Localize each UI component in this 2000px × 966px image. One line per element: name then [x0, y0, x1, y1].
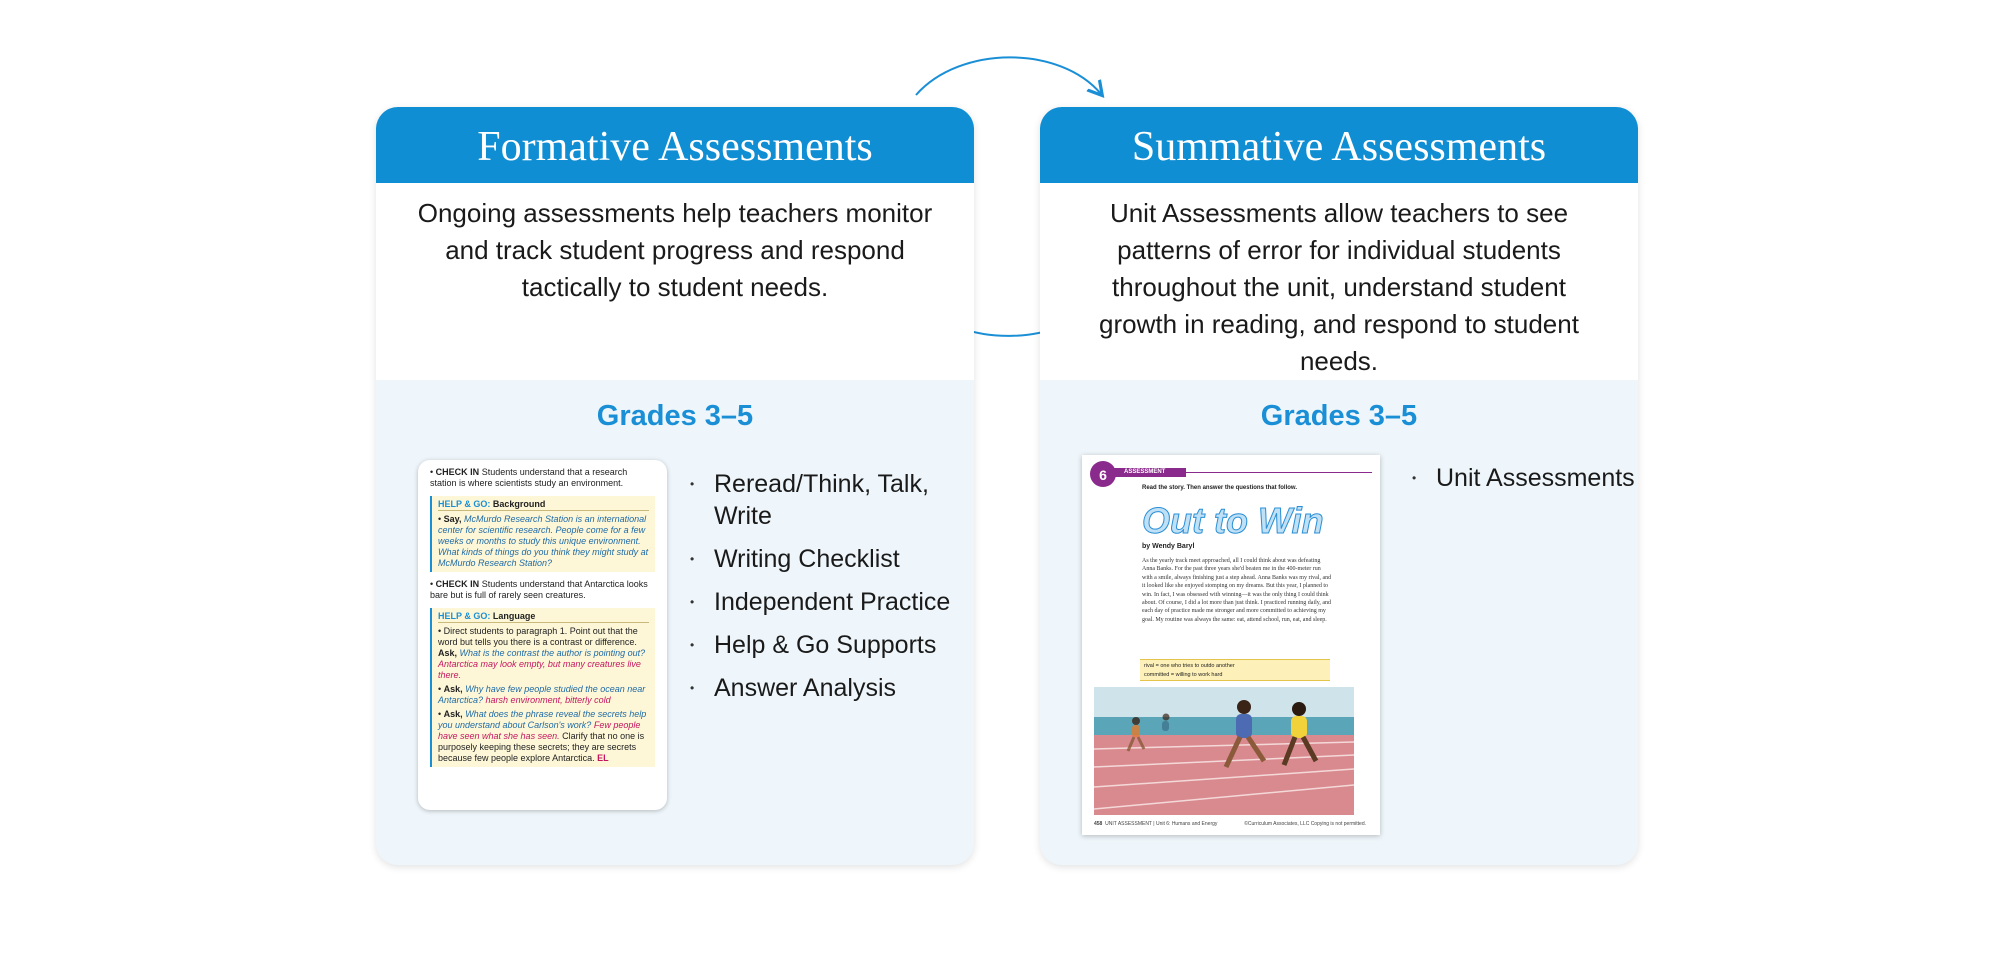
- check-in-1: • CHECK IN Students understand that a research station is where scientists study an environment.: [430, 467, 628, 488]
- summative-list: [1412, 462, 1635, 505]
- instructions: Read the story. Then answer the questions that follow.: [1142, 485, 1298, 491]
- list-item: • Help & Go Supports: [690, 629, 974, 661]
- summative-card: [1040, 107, 1638, 865]
- story-paragraph: As the yearly track meet approached, all I could think about was defeating Anna Banks. For the past three years she'd beaten me in the 400-meter run with a smile, always finishing just a step ahead. Anna Banks was my rival, and it looked like she enjoyed stomping on my dreams. But this year, I planned to win. In fact, I was obsessed with winning—it was the only thing I could think about. Of course, I did a lot more than just think. I practiced running daily, and each day of practice made me stronger and more committed to achieving my goal. My routine was always the same: eat, attend school, run, eat, and sleep.: [1142, 558, 1332, 623]
- glossary-box: rival = one who tries to outdo another committed = willing to work hard: [1140, 659, 1330, 681]
- byline: by Wendy Baryl: [1142, 543, 1195, 550]
- help-go-language: HELP & GO: Language • Direct students to paragraph 1. Point out that the word but tells you there is a contrast or difference. Ask, What is the contrast the author is pointing out? Antarctica may look empty, but many creatures live there. • Ask, Why have few people studied the ocean near Antarctica? harsh environment, bitterly cold • Ask, What does the phrase reveal the secrets help you understand about Carlson's work? Few people have seen what she has seen. Clarify that no one is purposely keeping these secrets; they are secrets because few people explore Antarctica. EL: [430, 608, 655, 767]
- track-illustration: [1094, 687, 1354, 815]
- list-item: • Reread/Think, Talk, Write: [690, 468, 974, 532]
- runner-4: [1162, 714, 1170, 732]
- unit-badge: 6: [1090, 461, 1116, 487]
- summative-grades: Grades 3–5: [1260, 400, 1418, 432]
- assessment-tag: ASSESSMENT: [1112, 468, 1186, 477]
- page-footer: 458 UNIT ASSESSMENT | Unit 6: Humans and Energy ©Curriculum Associates, LLC Copying is not permitted.: [1094, 821, 1366, 827]
- formative-grades: Grades 3–5: [596, 400, 754, 432]
- formative-list: [690, 468, 974, 715]
- list-item: • Independent Practice: [690, 586, 974, 618]
- formative-worksheet-thumbnail: [418, 460, 667, 810]
- summative-title: Summative Assessments: [1040, 107, 1638, 183]
- header-rule: [1182, 472, 1372, 473]
- formative-card: [376, 107, 974, 865]
- formative-title: Formative Assessments: [376, 107, 974, 183]
- story-title: Out to Win: [1142, 500, 1324, 541]
- formative-description: Ongoing assessments help teachers monitor and track student progress and respond tactically to student needs.: [376, 183, 974, 380]
- check-in-2: • CHECK IN Students understand that Antarctica looks bare but is full of rarely seen creatures.: [430, 579, 648, 600]
- top-arrow: [916, 57, 1101, 95]
- list-item: • Answer Analysis: [690, 672, 974, 704]
- help-go-background: HELP & GO: Background • Say, McMurdo Research Station is an international center for scientific research. People come for a few weeks or months to study this unique environment. What kinds of things do you think they might study at McMurdo Research Station?: [430, 496, 655, 572]
- unit-assessment-thumbnail: [1082, 455, 1380, 835]
- list-item: • Unit Assessments: [1412, 462, 1635, 494]
- list-item: • Writing Checklist: [690, 543, 974, 575]
- summative-description: Unit Assessments allow teachers to see patterns of error for individual students throughout the unit, understand student growth in reading, and respond to student needs.: [1040, 183, 1638, 380]
